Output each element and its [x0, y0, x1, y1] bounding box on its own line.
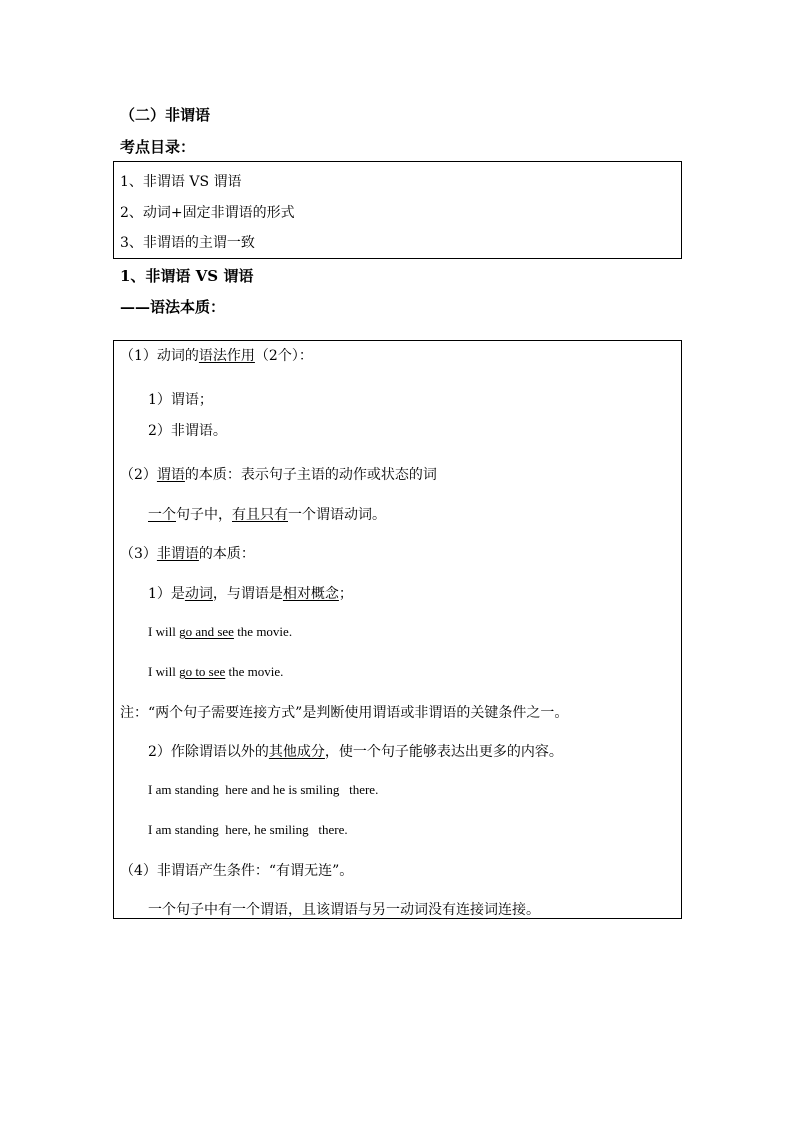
line-predicate-essence: （2）谓语的本质：表示句子主语的动作或状态的词	[120, 467, 437, 483]
example-standing-and: I am standing here and he is smiling there.	[148, 782, 379, 797]
line-is-verb: 1）是动词，与谓语是相对概念；	[148, 586, 353, 602]
section-title: （二）非谓语	[120, 106, 211, 124]
line-conditions-explain: 一个句子中有一个谓语，且该谓语与另一动词没有连接词连接。	[148, 902, 540, 918]
line-other-components: 2）作除谓语以外的其他成分，使一个句子能够表达出更多的内容。	[148, 744, 563, 760]
line-grammar-function: （1）动词的语法作用（2个）：	[120, 348, 313, 364]
content-box	[113, 340, 682, 919]
line-non-predicate: 2）非谓语。	[148, 423, 227, 439]
example-standing-comma: I am standing here, he smiling there.	[148, 822, 348, 837]
toc-heading: 考点目录：	[120, 138, 196, 156]
example-go-to-see: I will go to see the movie.	[148, 664, 284, 679]
note-line: 注：“两个句子需要连接方式”是判断使用谓语或非谓语的关键条件之一。	[120, 705, 569, 721]
toc-item: 1、非谓语 VS 谓语	[120, 174, 242, 190]
subsection-title: 1、非谓语 VS 谓语	[120, 267, 254, 285]
line-conditions: （4）非谓语产生条件：“有谓无连”。	[120, 863, 354, 879]
toc-item: 3、非谓语的主谓一致	[120, 235, 255, 251]
toc-box	[113, 161, 682, 259]
essence-heading: ——语法本质：	[120, 298, 226, 316]
line-predicate: 1）谓语；	[148, 392, 213, 408]
line-non-predicate-essence: （3）非谓语的本质：	[120, 546, 255, 562]
toc-item: 2、动词+固定非谓语的形式	[120, 205, 295, 221]
example-go-and-see: I will go and see the movie.	[148, 624, 293, 639]
line-one-predicate: 一个句子中，有且只有一个谓语动词。	[148, 507, 386, 523]
